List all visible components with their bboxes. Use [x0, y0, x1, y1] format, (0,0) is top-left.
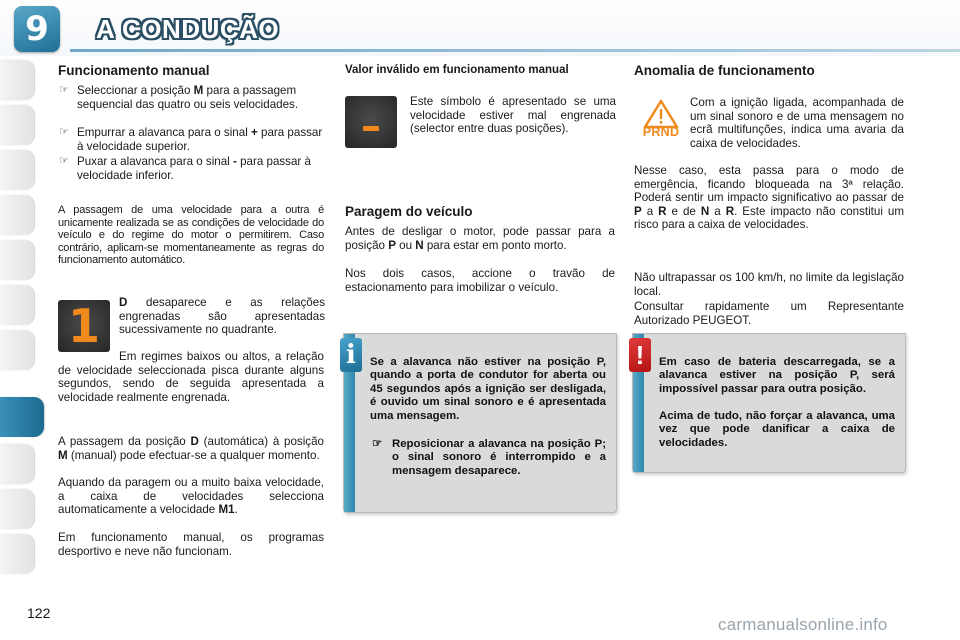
side-tab-10[interactable]	[0, 489, 34, 529]
bullet-pull-minus: ☞ Puxar a alavanca para o sinal - para passar à velocidade inferior.	[59, 155, 311, 182]
malfunction-heading: Anomalia de funcionamento	[634, 63, 815, 78]
warning-icon: !	[629, 338, 651, 372]
vehicle-stop-heading: Paragem do veículo	[345, 204, 473, 219]
chapter-badge: 9	[14, 6, 60, 52]
invalid-gear-icon	[345, 96, 397, 148]
pointing-hand-icon: ☞	[372, 438, 383, 450]
consult-dealer-text: Consultar rapidamente um Representante Autorizado PEUGEOT.	[634, 300, 904, 327]
info-callout	[343, 333, 617, 513]
page-number: 122	[27, 605, 51, 621]
manual-mode-heading: Funcionamento manual	[58, 63, 210, 78]
warning-callout-text-1: Em caso de bateria descarregada, se a alavanca estiver na posição P, será impossível passar para outra posição.	[659, 356, 895, 395]
stop-paragraph-2: Nos dois casos, accione o travão de estacionamento para imobilizar o veículo.	[345, 267, 615, 294]
malfunction-text-1	[634, 96, 904, 150]
side-tab-9[interactable]	[0, 444, 34, 484]
malfunction-text-1-body: Com a ignição ligada, acompanhada de um sinal sonoro e de uma mensagem no ecrã multifunções, indica uma avaria da caixa de velocidades.	[690, 96, 904, 150]
side-tab-1[interactable]	[0, 60, 34, 100]
chapter-title: A CONDUÇÃO	[96, 14, 280, 44]
stop-paragraph-1: Antes de desligar o motor, pode passar para a posição P ou N para estar em ponto morto.	[345, 225, 615, 252]
icon-spacer	[634, 96, 690, 148]
info-callout-bullet: ☞ Reposicionar a alavanca na posição P; o sinal sonoro é interrompido e a mensagem desaparece.	[372, 438, 606, 477]
side-tab-4[interactable]	[0, 195, 34, 235]
invalid-value-subheading: Valor inválido em funcionamento manual	[345, 64, 569, 76]
d-to-m-paragraph: A passagem da posição D (automática) à posição M (manual) pode efectuar-se a qualquer momento.	[58, 435, 325, 462]
warning-callout	[632, 333, 906, 473]
programs-paragraph: Em funcionamento manual, os programas desportivo e neve não funcionam.	[58, 531, 324, 558]
speed-change-paragraph: A passagem de uma velocidade para a outra é unicamente realizada se as condições de velocidade do veículo e do regime do motor o permitirem. Caso contrário, aplicam-se momentaneamente as regras do funcionamento automático.	[58, 204, 324, 266]
gear-display-icon: 1	[58, 300, 110, 352]
side-tab-3[interactable]	[0, 150, 34, 190]
side-tab-2[interactable]	[0, 105, 34, 145]
pointing-hand-icon: ☞	[59, 84, 69, 96]
stop-m1-paragraph: Aquando da paragem ou a muito baixa velocidade, a caixa de velocidades selecciona automaticamente a velocidade M1.	[58, 476, 324, 516]
header-rule	[70, 49, 960, 52]
bullet-select-m: ☞ Seleccionar a posição M para a passagem sequencial das quatro ou seis velocidades.	[59, 84, 299, 111]
blinking-gear-paragraph: Em regimes baixos ou altos, a relação de velocidade seleccionada pisca durante alguns segundos, sendo de seguida apresentada a velocidade realmente engrenada.	[58, 350, 324, 404]
side-tab-11[interactable]	[0, 534, 34, 574]
side-tab-6[interactable]	[0, 285, 34, 325]
d-disappears-paragraph: D desaparece e as relações engrenadas são apresentadas sucessivamente no quadrante.	[119, 296, 325, 336]
bullet-push-plus: ☞ Empurrar a alavanca para o sinal + para passar à velocidade superior.	[59, 126, 323, 153]
side-tab-active[interactable]	[0, 397, 44, 437]
side-tab-7[interactable]	[0, 330, 34, 370]
watermark: carmanualsonline.info	[718, 615, 888, 634]
malfunction-text-2: Nesse caso, esta passa para o modo de emergência, ficando bloqueada na 3ª relação. Poderá sentir um impacto significativo ao passar de P a R e de N a R. Este impacto não constitui um risco para a caixa de velocidades.	[634, 164, 905, 231]
invalid-value-text: Este símbolo é apresentado se uma velocidade estiver mal engrenada (selector entre duas posições).	[410, 95, 616, 135]
speed-limit-text: Não ultrapassar os 100 km/h, no limite da legislação local.	[634, 271, 904, 298]
pointing-hand-icon: ☞	[59, 155, 69, 167]
info-callout-text: Se a alavanca não estiver na posição P, quando a porta de condutor for aberta ou 45 segundos após a ignição ser desligada, é ouvido um sinal sonoro e é apresentada uma mensagem.	[370, 356, 606, 422]
pointing-hand-icon: ☞	[59, 126, 69, 138]
warning-callout-text-2: Acima de tudo, não forçar a alavanca, uma vez que pode danificar a caixa de velocidades.	[659, 410, 895, 449]
info-icon: i	[340, 338, 362, 372]
prnd-label: PRND	[642, 125, 680, 139]
side-tab-5[interactable]	[0, 240, 34, 280]
